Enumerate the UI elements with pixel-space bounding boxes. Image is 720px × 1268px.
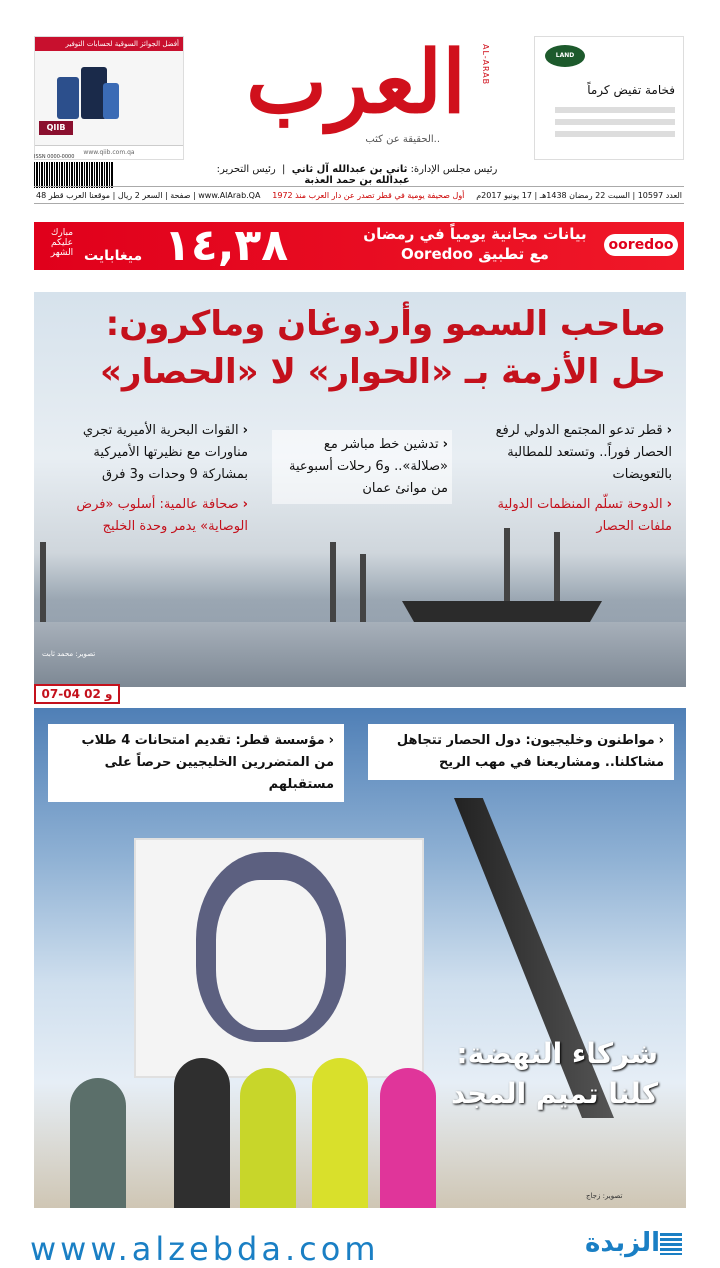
zebda-logo-text: الزبدة	[585, 1228, 660, 1258]
advertisement-car[interactable]	[534, 36, 684, 160]
photo-slogan	[451, 1034, 658, 1114]
story-text: القوات البحرية الأميرية تجري مناورات مع نظيرتها الأميركية بمشاركة 9 وحدات و3 فرق	[82, 423, 248, 482]
portrait-mural-face	[216, 880, 326, 1030]
cargo-ship	[402, 592, 602, 622]
person	[70, 1078, 126, 1208]
story-column-right[interactable]	[492, 420, 672, 538]
founded-info: أول صحيفة يومية في قطر تصدر عن دار العرب منذ 1972	[272, 190, 465, 200]
chevron-left-icon: ‹	[242, 497, 248, 512]
footer-url[interactable]: www.alzebda.com	[30, 1230, 380, 1268]
chairman-label: رئيس مجلس الإدارة:	[410, 164, 498, 175]
logo-latin: AL-ARAB	[481, 44, 490, 86]
chevron-left-icon: ‹	[328, 733, 334, 748]
land-rover-logo: LAND ROVER	[545, 45, 585, 67]
story-text: صحافة عالمية: أسلوب «فرض الوصاية» يدمر وحدة الخليج	[76, 497, 248, 534]
luggage-image	[53, 59, 123, 129]
credits-line: رئيس مجلس الإدارة: ثاني بن عبدالله آل ثاني | رئيس التحرير: عبدالله بن حمد العذبة	[216, 164, 498, 186]
story-item[interactable]	[492, 420, 672, 486]
bank-logo: QIIB	[39, 121, 73, 135]
tagline: ..الحقيقة عن كثب	[365, 134, 440, 145]
editor-label: رئيس التحرير:	[216, 164, 276, 175]
ooredoo-logo: ooredoo	[604, 234, 678, 256]
banner-greeting: مبارك عليكم الشهر	[50, 228, 74, 258]
page-reference-badge[interactable]: 07-04 و 02	[34, 684, 120, 704]
sea	[34, 622, 686, 687]
banner-text-line1: بيانات مجانية يومياً في رمضان	[363, 225, 587, 243]
banner-number: ١٤,٣٨	[164, 222, 289, 270]
photo-credit: تصوير: محمد ثابت	[42, 650, 96, 658]
story-item[interactable]	[48, 494, 248, 538]
zebda-logo-icon	[660, 1233, 682, 1255]
slogan-line1: شركاء النهضة:	[456, 1037, 658, 1070]
main-headline[interactable]	[46, 300, 666, 396]
story-text: مواطنون وخليجيون: دول الحصار تتجاهل مشاكلنا.. ومشاريعنا في مهب الريح	[396, 733, 664, 770]
newspaper-logo[interactable]: العرب	[246, 32, 466, 133]
banner-text	[352, 224, 598, 264]
story-column-left[interactable]	[48, 420, 248, 538]
story-column-center[interactable]	[272, 430, 452, 504]
mural-wall	[134, 838, 424, 1078]
story-box-left[interactable]	[48, 724, 344, 802]
chevron-left-icon: ‹	[666, 497, 672, 512]
story-text: تدشين خط مباشر مع «صلالة».. و6 رحلات أسبوعية من موانئ عمان	[289, 437, 448, 496]
chairman-name: ثاني بن عبدالله آل ثاني	[291, 164, 408, 175]
advertisement-bank[interactable]	[34, 36, 184, 160]
chevron-left-icon: ‹	[658, 733, 664, 748]
banner-unit: ميغابايت	[84, 248, 143, 264]
person	[380, 1068, 436, 1208]
headline-line1: صاحب السمو وأردوغان وماكرون:	[105, 304, 666, 344]
ad-header: أفضل الجوائز السوقية لحسابات التوفير	[35, 37, 183, 51]
story-box-right[interactable]	[368, 724, 674, 780]
issn-label: ISSN 0000-0000	[34, 154, 75, 160]
headline-line2: حل الأزمة بـ «الحوار» لا «الحصار»	[99, 352, 666, 392]
person	[240, 1068, 296, 1208]
crane	[40, 542, 46, 632]
slogan-line2: كلنا تميم المجد	[450, 1077, 658, 1110]
issue-info-row	[34, 186, 684, 204]
barcode	[34, 162, 114, 188]
ad-footer: www.qiib.com.qa	[35, 145, 183, 159]
editor-name: عبدالله بن حمد العذبة	[304, 175, 410, 186]
person	[312, 1058, 368, 1208]
story-text: قطر تدعو المجتمع الدولي لرفع الحصار فوراً.. وتستعد للمطالبة بالتعويضات	[495, 423, 672, 482]
crane	[330, 542, 336, 632]
story-text: الدوحة تسلّم المنظمات الدولية ملفات الحصار	[497, 497, 672, 534]
chevron-left-icon: ‹	[666, 423, 672, 438]
chevron-left-icon: ‹	[242, 423, 248, 438]
person	[174, 1058, 230, 1208]
ad-headline: فخامة تفيض كرماً	[587, 83, 675, 97]
chevron-left-icon: ‹	[442, 437, 448, 452]
lead-story[interactable]	[34, 292, 686, 687]
banner-text-line2: مع تطبيق Ooredoo	[401, 245, 549, 263]
story-item[interactable]	[48, 420, 248, 486]
ad-body-lines	[555, 107, 675, 143]
story-text: مؤسسة قطر: تقديم امتحانات 4 طلاب من المتضررين الخليجيين حرصاً على مستقبلهم	[81, 733, 334, 792]
issue-info: العدد 10597 | السبت 22 رمضان 1438هـ | 17 يونيو 2017م	[476, 190, 682, 200]
zebda-logo[interactable]	[574, 1228, 686, 1262]
feature-photo[interactable]	[34, 708, 686, 1208]
meta-info: 48 صفحة | السعر 2 ريال | موقعنا العرب قطر | www.AlArab.QA	[36, 190, 261, 200]
story-item[interactable]	[492, 494, 672, 538]
ooredoo-banner[interactable]	[34, 222, 684, 270]
photo-caption: تصوير: زجاج	[586, 1192, 623, 1200]
